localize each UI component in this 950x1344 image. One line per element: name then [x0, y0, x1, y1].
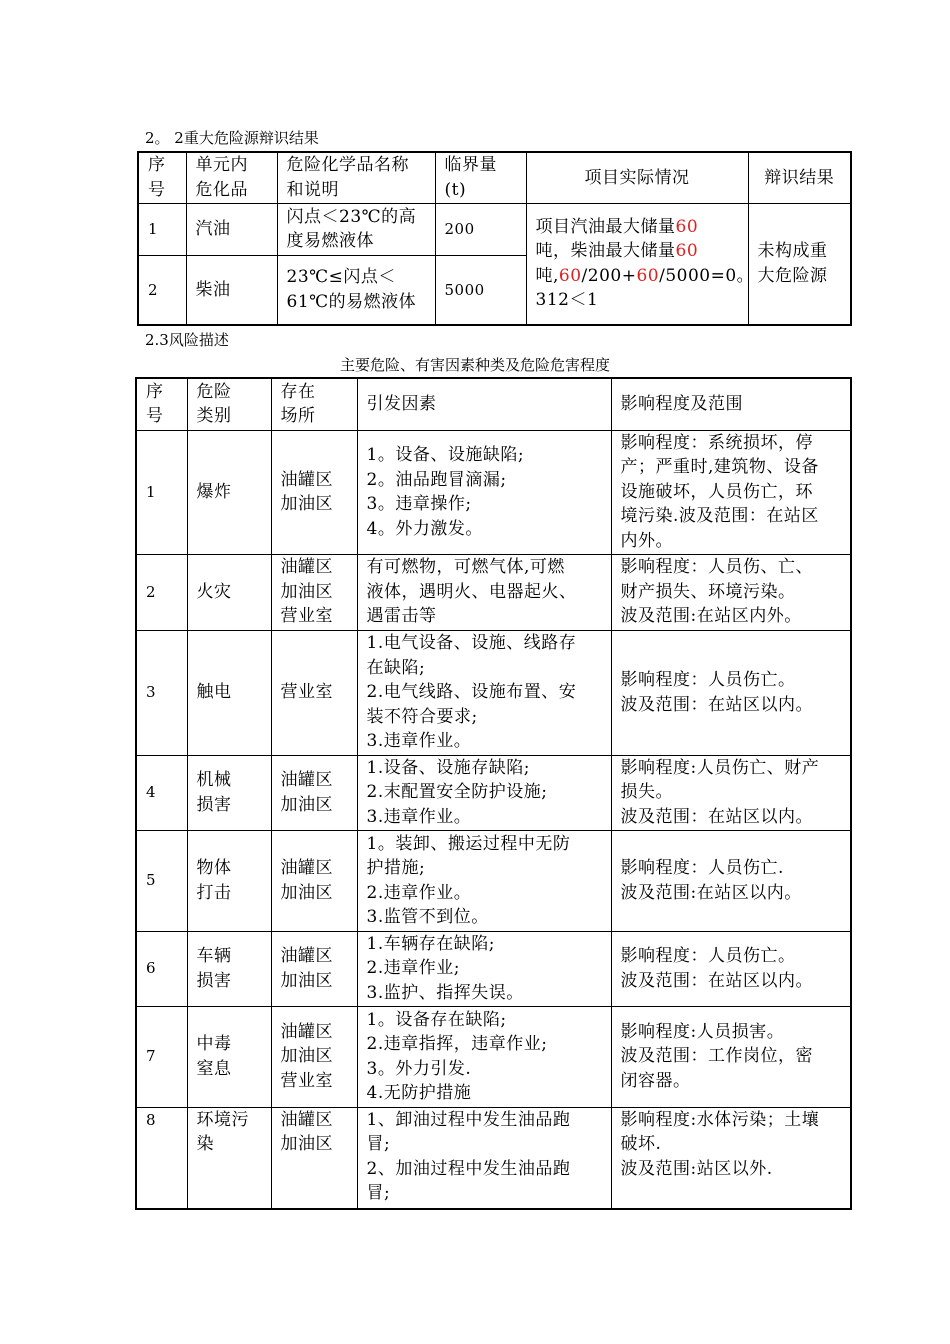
row-seq: 2	[136, 554, 187, 630]
row-seq: 1	[138, 203, 186, 255]
row-unit: 柴油	[186, 255, 277, 325]
row-seq: 5	[136, 830, 187, 931]
row-type: 火灾	[187, 554, 271, 630]
row-place: 油罐区 加油区	[271, 1107, 357, 1209]
table-row	[136, 1107, 851, 1209]
row-cause: 1。设备存在缺陷; 2.违章指挥，违章作业; 3。外力引发. 4.无防护措施	[357, 1006, 611, 1107]
row-seq: 2	[138, 255, 186, 325]
row-seq: 7	[136, 1006, 187, 1107]
header-actual: 项目实际情况	[526, 152, 748, 203]
table-row	[136, 630, 851, 755]
row-unit: 汽油	[186, 203, 277, 255]
row-seq: 6	[136, 931, 187, 1006]
row-place: 油罐区 加油区 营业室	[271, 1006, 357, 1107]
row-impact: 影响程度：系统损坏，停 产；严重时,建筑物、设备 设施破坏，人员伤亡，环 境污染.波及范围：在站区 内外。	[611, 430, 851, 554]
row-place: 营业室	[271, 630, 357, 755]
row-type: 车辆 损害	[187, 931, 271, 1006]
table-header-row	[136, 378, 851, 430]
row-seq: 3	[136, 630, 187, 755]
row-cause: 1、卸油过程中发生油品跑 冒; 2、加油过程中发生油品跑 冒;	[357, 1107, 611, 1209]
row-seq: 1	[136, 430, 187, 554]
row-type: 中毒 窒息	[187, 1006, 271, 1107]
table-header-row	[138, 152, 851, 203]
row-cause: 1.车辆存在缺陷; 2.违章作业; 3.监护、指挥失误。	[357, 931, 611, 1006]
section-23-title: 2.3风险描述	[145, 331, 229, 349]
header-result: 辩识结果	[748, 152, 851, 203]
row-place: 油罐区 加油区	[271, 755, 357, 830]
row-place: 油罐区 加油区 营业室	[271, 554, 357, 630]
row-threshold: 200	[435, 203, 526, 255]
row-impact: 影响程度:水体污染；土壤 破坏. 波及范围:站区以外.	[611, 1107, 851, 1209]
table-row	[136, 430, 851, 554]
row-impact: 影响程度：人员伤亡。 波及范围：在站区以内。	[611, 630, 851, 755]
header-cause: 引发因素	[357, 378, 611, 430]
row-cause: 1.电气设备、设施、线路存 在缺陷; 2.电气线路、设施布置、安 装不符合要求; 3.违章作业。	[357, 630, 611, 755]
row-place: 油罐区 加油区	[271, 830, 357, 931]
header-impact: 影响程度及范围	[611, 378, 851, 430]
row-type: 爆炸	[187, 430, 271, 554]
row-place: 油罐区 加油区	[271, 430, 357, 554]
row-cause: 1。装卸、搬运过程中无防 护措施; 2.违章作业。 3.监管不到位。	[357, 830, 611, 931]
row-threshold: 5000	[435, 255, 526, 325]
row-type: 物体 打击	[187, 830, 271, 931]
identification-result-cell: 未构成重 大危险源	[748, 203, 851, 325]
row-cause: 1。设备、设施缺陷; 2。油品跑冒滴漏; 3。违章操作; 4。外力激发。	[357, 430, 611, 554]
row-desc: 23℃≤闪点＜ 61℃的易燃液体	[277, 255, 435, 325]
row-type: 触电	[187, 630, 271, 755]
actual-situation-cell: 项目汽油最大储量60 吨，柴油最大储量60 吨,60/200+60/5000=0。 312＜1	[526, 203, 748, 325]
header-seq: 序 号	[136, 378, 187, 430]
row-type: 机械 损害	[187, 755, 271, 830]
header-seq: 序 号	[138, 152, 186, 203]
hazard-identification-table	[137, 151, 852, 326]
row-cause: 1.设备、设施存缺陷; 2.末配置安全防护设施; 3.违章作业。	[357, 755, 611, 830]
table-row	[136, 1006, 851, 1107]
row-cause: 有可燃物，可燃气体,可燃 液体，遇明火、电器起火、 遇雷击等	[357, 554, 611, 630]
row-impact: 影响程度:人员损害。 波及范围：工作岗位，密 闭容器。	[611, 1006, 851, 1107]
table-caption: 主要危险、有害因素种类及危险危害程度	[339, 356, 610, 374]
header-unit: 单元内 危化品	[186, 152, 277, 203]
table-row	[136, 931, 851, 1006]
header-type: 危险 类别	[187, 378, 271, 430]
row-impact: 影响程度：人员伤亡。 波及范围：在站区以内。	[611, 931, 851, 1006]
row-seq: 8	[136, 1107, 187, 1209]
section-22-title: 2。 2重大危险源辩识结果	[145, 129, 319, 147]
header-threshold: 临界量 (t)	[435, 152, 526, 203]
row-impact: 影响程度：人员伤亡. 波及范围:在站区以内。	[611, 830, 851, 931]
row-type: 环境污 染	[187, 1107, 271, 1209]
row-place: 油罐区 加油区	[271, 931, 357, 1006]
row-impact: 影响程度：人员伤、亡、 财产损失、环境污染。 波及范围:在站区内外。	[611, 554, 851, 630]
table-row	[138, 203, 851, 255]
risk-description-table	[135, 377, 852, 1210]
table-row	[136, 554, 851, 630]
row-desc: 闪点＜23℃的高 度易燃液体	[277, 203, 435, 255]
table-row	[136, 830, 851, 931]
header-name: 危险化学品名称 和说明	[277, 152, 435, 203]
row-impact: 影响程度:人员伤亡、财产 损失。 波及范围：在站区以内。	[611, 755, 851, 830]
header-place: 存在 场所	[271, 378, 357, 430]
row-seq: 4	[136, 755, 187, 830]
table-row	[136, 755, 851, 830]
